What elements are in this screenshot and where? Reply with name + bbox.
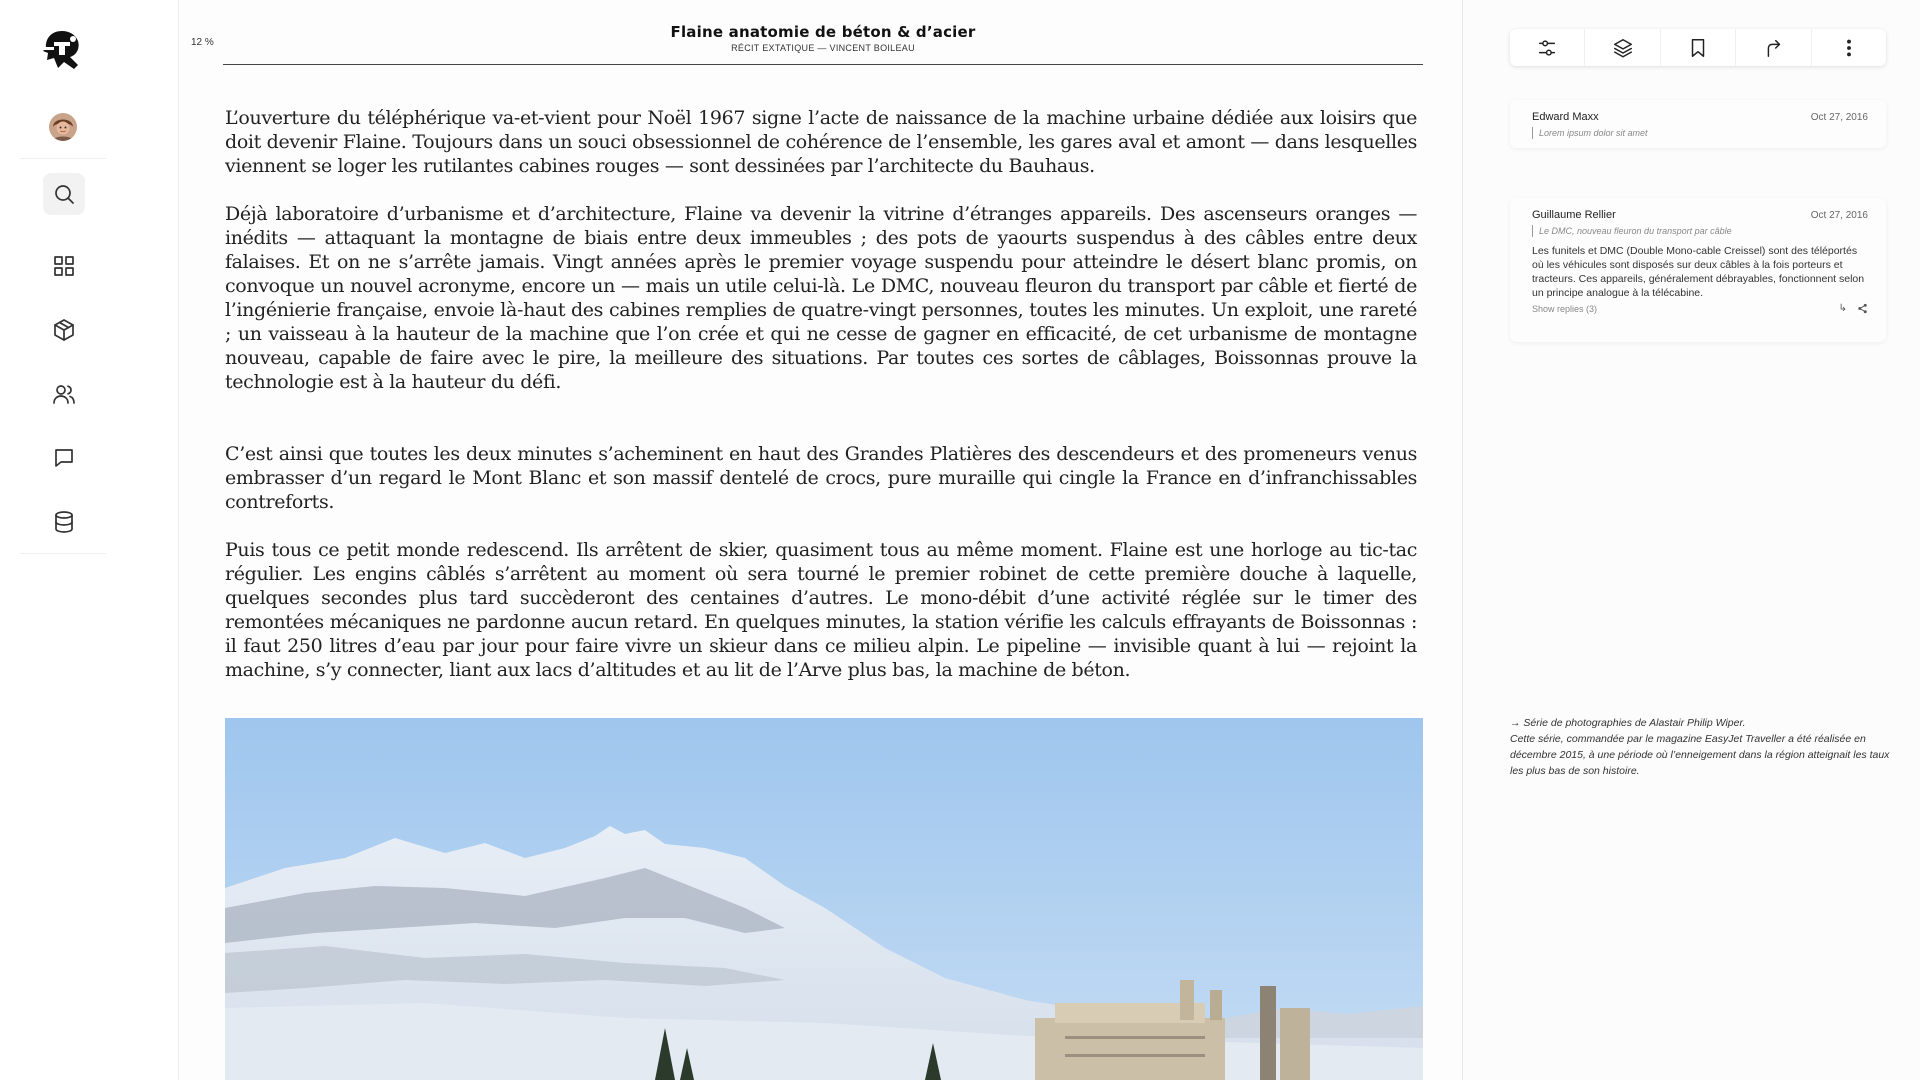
reply-icon[interactable]: ↳ [1838,303,1847,314]
share-icon[interactable] [1857,303,1868,314]
show-replies-link[interactable]: Show replies (3) [1532,303,1598,314]
paragraph: L’ouverture du téléphérique va-et-vient pour Noël 1967 signe l’acte de naissance de la machine urbaine dédiée aux loisirs que doit devenir Flaine. Toujours dans un souci obsessionnel de cohérence de l’ensemble, les gares aval et amont — dans lesquelles viennent se loger les rutilantes cabines rouges — sont dessinées par l’architecte du Bauhaus. [225,107,1417,177]
layers-icon [1612,37,1634,59]
more-vertical-icon [1838,37,1860,59]
caption-title: → Série de photographies de Alastair Philip Wiper. [1510,715,1890,731]
page-title: Flaine anatomie de béton & d’acier [670,23,976,41]
bookmark-button[interactable] [1661,29,1736,66]
users-icon [52,382,76,406]
divider [20,158,106,159]
comment-card[interactable] [1510,198,1886,342]
paragraph: Puis tous ce petit monde redescend. Ils arrêtent de skier, quasiment tous au même moment. Flaine est une horloge au tic-tac régulier. Les engins câblés s’arrêtent au moment où sera tourné le premier robinet de cette première douche à laquelle, quelques secondes plus tard succèderont des centaines d’autres. Le mono-débit d’une activité réglée sur le timer des remontées mécaniques ne pardonne aucun retard. En quelques minutes, la station vérifie les calculs effrayants de Boissonnas : il faut 250 litres d’eau par jour pour faire vivre un skieur dans ce milieu alpin. Le pipeline — invisible quant à lui — rejoint la machine, s’y connecter, liant aux lacs d’altitudes et au lit de l’Arve plus bas, la machine de béton. [225,539,1417,681]
sidebar-item-packages[interactable] [43,309,85,351]
database-icon [52,510,76,534]
sliders-icon [1536,37,1558,59]
share-button[interactable] [1736,29,1811,66]
chat-icon [52,446,76,470]
filter-button[interactable] [1510,29,1585,66]
comment-quote: Lorem ipsum dolor sit amet [1532,127,1868,139]
search-icon [52,182,76,206]
caption-text: Cette série, commandée par le magazine EasyJet Traveller a été réalisée en décembre 2015, à une période où l’enneigement dans la région atteignait les taux les plus bas de son histoire. [1510,733,1890,777]
sidebar-item-messages[interactable] [43,437,85,479]
sidebar [0,0,178,1080]
sidebar-item-users[interactable] [43,373,85,415]
sidebar-item-search[interactable] [43,173,85,215]
grid-icon [52,254,76,278]
paragraph: Déjà laboratoire d’urbanisme et d’architecture, Flaine va devenir la vitrine d’étranges appareils. Des ascenseurs oranges — inédits — attaquant la montagne de biais entre deux immeubles ; des pots de yaourts suspendus à des câbles entre deux falaises. Et on ne s’arrête jamais. Vingt années après le premier voyage suspendu pour atteindre le désert blanc promis, on convoque un nouvel acronyme, encore un — mais un utile celui-là. Le DMC, nouveau fleuron du transport par câble et fierté de l’ingénierie française, envoie là-haut des cabines remplies de quatre-vingt personnes, toutes les minutes. Un exploit, une rareté ; un vaisseau à la hauteur de la machine que l’on crée et qui ne cesse de gagner en efficacité, de cet urbanisme de montagne nouveau, capable de faire avec le pire, la meilleure des situations. Par toutes ces sortes de câblages, Boissonnas prouve la technologie est à la hauteur du défi. [225,203,1417,393]
sidebar-item-dashboard[interactable] [43,245,85,287]
comment-date: Oct 27, 2016 [1810,112,1868,123]
reading-progress: 12 % [191,37,214,48]
logo-icon[interactable] [40,28,84,72]
more-button[interactable] [1812,29,1886,66]
comment-card[interactable] [1510,100,1886,148]
panel-toolbar [1510,29,1886,66]
comments-panel [1464,0,1920,1080]
document-header [223,22,1423,65]
comment-author: Guillaume Rellier [1532,209,1616,221]
comment-author: Edward Maxx [1532,111,1599,123]
page-subtitle: RÉCIT EXTATIQUE — VINCENT BOILEAU [731,43,915,53]
article-body [225,106,1417,706]
box-icon [52,318,76,342]
article-photo [225,718,1423,1080]
paragraph: C’est ainsi que toutes les deux minutes s’acheminent en haut des Grandes Platières des descendeurs et des promeneurs venus embrasser d’un regard le Mont Blanc et son massif dentelé de crocs, pure muraille qui cingle la France en d’infranchissables contreforts. [225,443,1417,513]
share-arrow-icon [1762,37,1784,59]
user-avatar[interactable] [49,113,77,141]
layers-button[interactable] [1585,29,1660,66]
comment-quote: Le DMC, nouveau fleuron du transport par câble [1532,225,1868,237]
document-pane [178,0,1463,1080]
bookmark-icon [1687,37,1709,59]
photo-caption [1510,715,1890,779]
comment-text: Les funitels et DMC (Double Mono-cable Creissel) sont des téléportés où les véhicules sont disposés sur deux câbles à la fois porteurs et tracteurs. Ces appareils, généralement débrayables, fonctionnent selon un principe analogue à la télécabine. [1532,245,1865,299]
sidebar-item-database[interactable] [43,501,85,543]
divider [20,553,106,554]
comment-date: Oct 27, 2016 [1810,210,1868,221]
